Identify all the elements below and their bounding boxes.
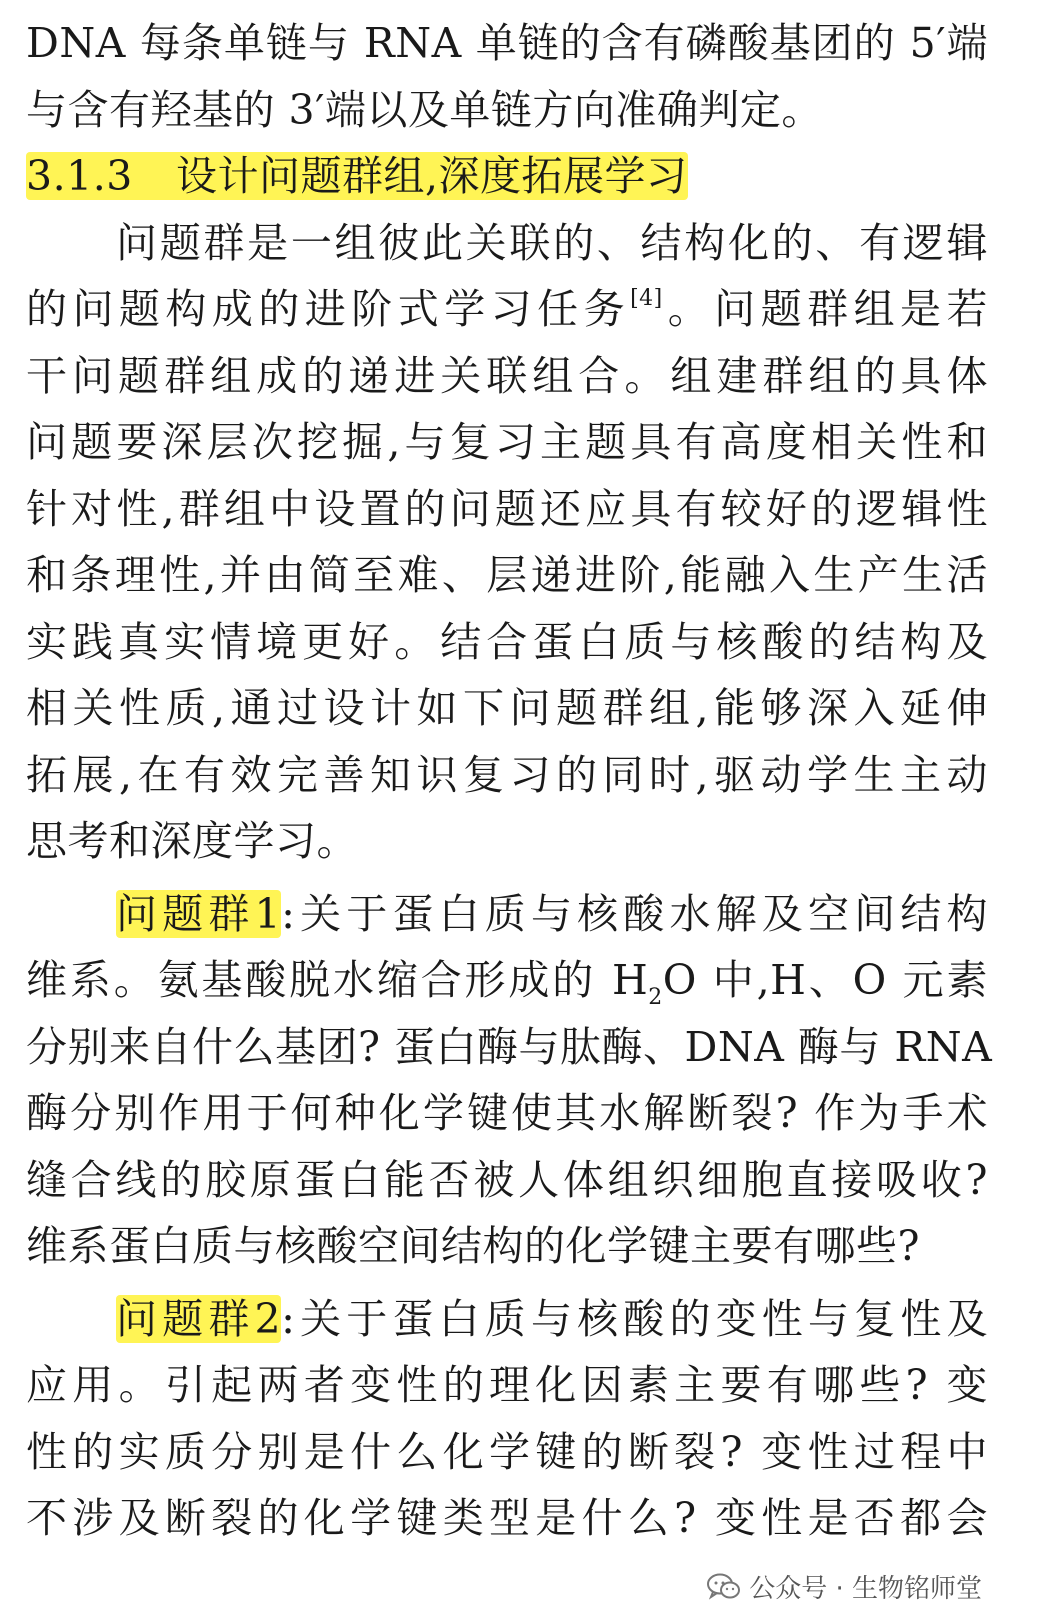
text-line: 的问题构成的进阶式学习任务[4]。问题群组是若 [26, 285, 988, 333]
question-group-1: 问题群1:关于蛋白质与核酸水解及空间结构 [116, 889, 988, 938]
text-line: DNA 每条单链与 RNA 单链的含有磷酸基团的 5′端 [26, 19, 988, 67]
section-number: 3.1.3 [26, 152, 133, 200]
text-line: 分别来自什么基团? 蛋白酶与肽酶、DNA 酶与 RNA [26, 1022, 993, 1071]
text-line: 酶分别作用于何种化学键使其水解断裂? 作为手术 [26, 1089, 988, 1137]
wechat-icon [707, 1573, 741, 1601]
section-heading [26, 143, 988, 210]
question-group-label: 问题群 [116, 889, 255, 938]
text-line: 问题要深层次挖掘,与复习主题具有高度相关性和 [26, 418, 988, 466]
text-line: 维系。氨基酸脱水缩合形成的 $H_2O$ 中,H、O 元素 [26, 956, 988, 1010]
text-line: 问题群是一组彼此关联的、结构化的、有逻辑 [116, 218, 988, 267]
question-group-number: 1 [254, 889, 282, 938]
text-line: 拓展,在有效完善知识复习的同时,驱动学生主动 [26, 750, 988, 799]
text-line: 干问题群组成的递进关联组合。组建群组的具体 [26, 351, 988, 400]
text-line: 维系蛋白质与核酸空间结构的化学键主要有哪些? [26, 1222, 920, 1270]
citation-ref: [4] [630, 286, 663, 311]
text-line: 应用。引起两者变性的理化因素主要有哪些? 变 [26, 1361, 988, 1409]
article-body [26, 10, 993, 1552]
text-line: 相关性质,通过设计如下问题群组,能够深入延伸 [26, 684, 988, 732]
question-group-label: 问题群 [116, 1294, 255, 1343]
text-line: 缝合线的胶原蛋白能否被人体组织细胞直接吸收? [26, 1155, 988, 1204]
section-title: 设计问题群组,深度拓展学习 [176, 152, 688, 200]
watermark [699, 1566, 990, 1607]
text-line: 思考和深度学习。 [26, 817, 358, 865]
text-line: 和条理性,并由简至难、层递进阶,能融入生产生活 [26, 551, 988, 599]
text-line: 性的实质分别是什么化学键的断裂? 变性过程中 [26, 1427, 988, 1476]
question-group-number: 2 [254, 1294, 282, 1343]
subscript: 2 [648, 985, 663, 1010]
watermark-text: 公众号 · 生物铭师堂 [749, 1574, 982, 1604]
text-line: 针对性,群组中设置的问题还应具有较好的逻辑性 [26, 484, 988, 533]
text-line: 不涉及断裂的化学键类型是什么? 变性是否都会 [26, 1494, 988, 1542]
text-line: 与含有羟基的 3′端以及单链方向准确判定。 [26, 85, 823, 134]
text-line: 实践真实情境更好。结合蛋白质与核酸的结构及 [26, 617, 988, 666]
question-group-2: 问题群2:关于蛋白质与核酸的变性与复性及 [116, 1294, 988, 1343]
